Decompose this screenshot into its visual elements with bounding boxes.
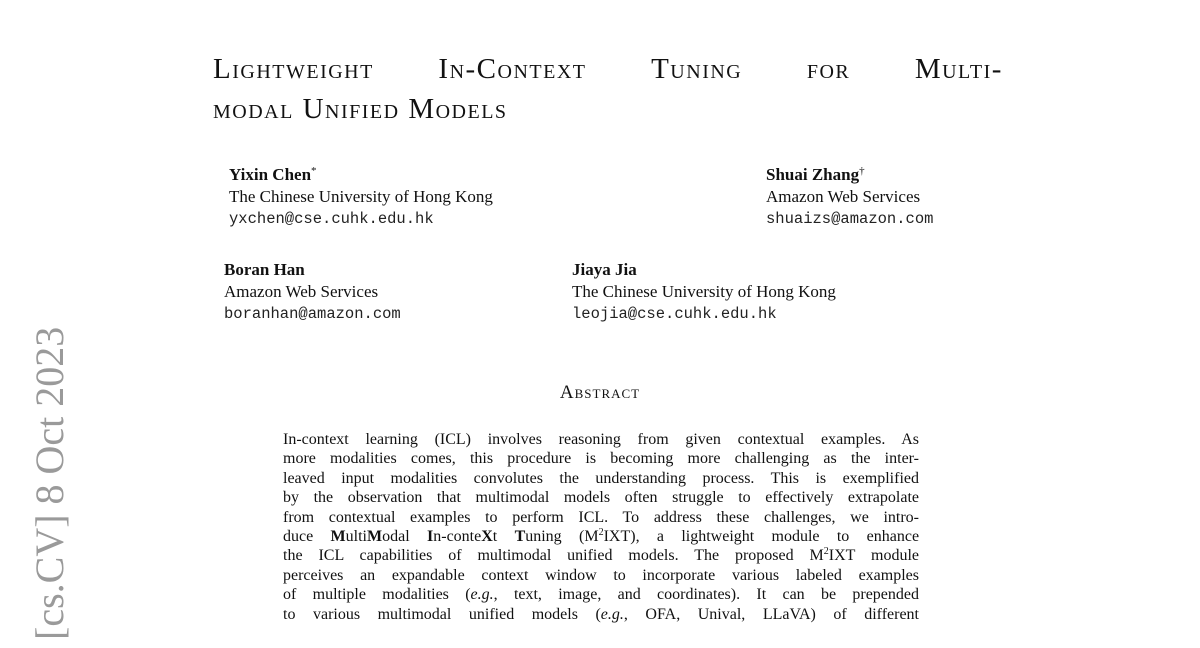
paper-title xyxy=(213,49,1003,129)
title-word: In-Context xyxy=(438,53,587,85)
author-block xyxy=(766,160,933,230)
author-affiliation: Amazon Web Services xyxy=(766,187,921,206)
author-block xyxy=(224,259,401,325)
abstract-line: In-context learning (ICL) involves reasoning from given contextual examples. As xyxy=(283,431,919,448)
abstract-line: the ICL capabilities of multimodal unified models. The proposed $M^2IXT$ module xyxy=(283,546,920,565)
author-name: Shuai Zhang† xyxy=(766,165,865,184)
author-affiliation: The Chinese University of Hong Kong xyxy=(229,187,493,206)
arxiv-stamp: [cs.CV] 8 Oct 2023 xyxy=(27,326,72,640)
abstract-body xyxy=(283,430,919,624)
title-word: Multi- xyxy=(914,53,1003,85)
title-line-1 xyxy=(213,49,1003,89)
author-affiliation: The Chinese University of Hong Kong xyxy=(572,282,836,301)
abstract-line: by the observation that multimodal models often struggle to effectively extrapolate xyxy=(283,489,919,507)
author-email[interactable]: yxchen@cse.cuhk.edu.hk xyxy=(229,210,434,228)
title-line-2: modal Unified Models xyxy=(213,93,508,125)
author-name: Yixin Chen* xyxy=(229,165,317,184)
title-word: Lightweight xyxy=(213,53,374,85)
author-block xyxy=(572,259,836,325)
abstract-line: of multiple modalities (e.g., text, image, and coordinates). It can be prepended xyxy=(283,586,919,604)
abstract-line: duce MultiModal In-conteXt Tuning $(M^2IXT)$, a lightweight module to enhance xyxy=(283,527,920,546)
title-word: Tuning xyxy=(651,53,743,85)
author-email[interactable]: boranhan@amazon.com xyxy=(224,305,401,323)
author-email[interactable]: leojia@cse.cuhk.edu.hk xyxy=(572,305,777,323)
abstract-line: to various multimodal unified models (e.g., OFA, Unival, LLaVA) of different xyxy=(283,605,919,623)
abstract-line: from contextual examples to perform ICL. To address these challenges, we intro- xyxy=(283,508,919,526)
author-name: Jiaya Jia xyxy=(572,260,637,279)
abstract-line: leaved input modalities convolutes the understanding process. This is exemplified xyxy=(283,469,919,487)
author-block xyxy=(229,160,493,230)
abstract-line: more modalities comes, this procedure is becoming more challenging as the inter- xyxy=(283,450,919,468)
author-affiliation: Amazon Web Services xyxy=(224,282,379,301)
abstract-heading: Abstract xyxy=(559,382,641,403)
abstract-line: perceives an expandable context window to incorporate various labeled examples xyxy=(283,566,919,584)
title-word: for xyxy=(806,53,851,85)
author-name: Boran Han xyxy=(224,260,305,279)
author-email[interactable]: shuaizs@amazon.com xyxy=(766,210,934,228)
